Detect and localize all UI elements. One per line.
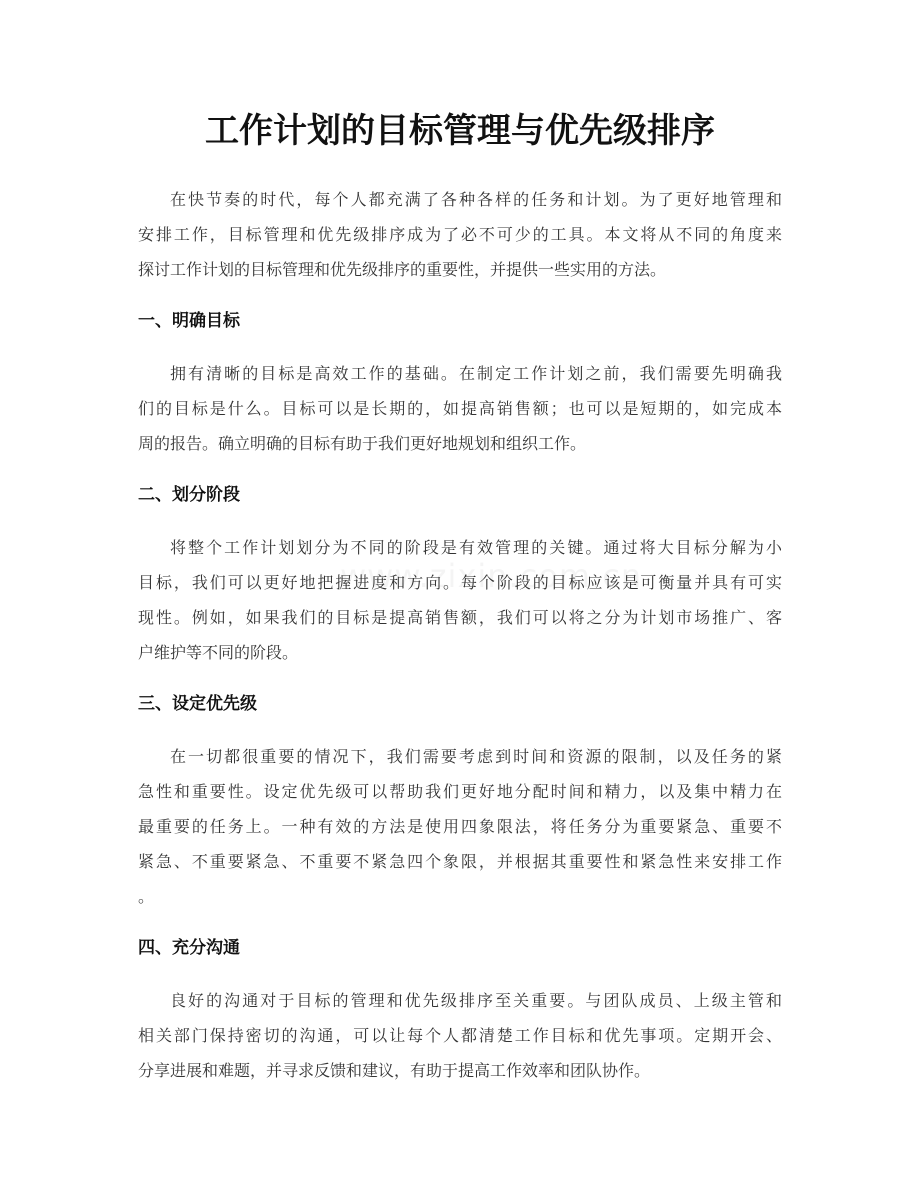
paragraph-line: 探讨工作计划的目标管理和优先级排序的重要性，并提供一些实用的方法。 bbox=[138, 260, 667, 279]
paragraph-line: 现性。例如，如果我们的目标是提高销售额，我们可以将之分为计划市场推广、客 bbox=[138, 608, 782, 627]
section-paragraph bbox=[138, 983, 782, 1088]
paragraph-line: 急性和重要性。设定优先级可以帮助我们更好地分配时间和精力，以及集中精力在 bbox=[138, 782, 782, 801]
document-title: 工作计划的目标管理与优先级排序 bbox=[205, 111, 715, 151]
paragraph-line: 相关部门保持密切的沟通，可以让每个人都清楚工作目标和优先事项。定期开会、 bbox=[138, 1026, 782, 1045]
intro-paragraph bbox=[138, 182, 782, 287]
section-paragraph bbox=[138, 356, 782, 461]
paragraph-line: 在一切都很重要的情况下，我们需要考虑到时间和资源的限制，以及任务的紧 bbox=[170, 747, 782, 766]
section-heading: 四、充分沟通 bbox=[138, 938, 240, 958]
paragraph-line: 户维护等不同的阶段。 bbox=[138, 643, 299, 662]
paragraph-line: 将整个工作计划划分为不同的阶段是有效管理的关键。通过将大目标分解为小 bbox=[170, 538, 782, 557]
paragraph-line: 。 bbox=[138, 887, 155, 906]
section-heading: 一、明确目标 bbox=[138, 311, 240, 331]
paragraph-line: 分享进展和难题，并寻求反馈和建议，有助于提高工作效率和团队协作。 bbox=[138, 1061, 651, 1080]
paragraph-line: 最重要的任务上。一种有效的方法是使用四象限法，将任务分为重要紧急、重要不 bbox=[138, 817, 782, 836]
paragraph-line: 安排工作，目标管理和优先级排序成为了必不可少的工具。本文将从不同的角度来 bbox=[138, 225, 782, 244]
paragraph-line: 们的目标是什么。目标可以是长期的，如提高销售额；也可以是短期的，如完成本 bbox=[138, 399, 782, 418]
section-paragraph bbox=[138, 739, 782, 914]
paragraph-line: 在快节奏的时代，每个人都充满了各种各样的任务和计划。为了更好地管理和 bbox=[170, 190, 782, 209]
section-paragraph bbox=[138, 530, 782, 670]
paragraph-line: 良好的沟通对于目标的管理和优先级排序至关重要。与团队成员、上级主管和 bbox=[170, 991, 782, 1010]
section-heading: 三、设定优先级 bbox=[138, 694, 257, 714]
paragraph-line: 目标，我们可以更好地把握进度和方向。每个阶段的目标应该是可衡量并具有可实 bbox=[138, 573, 782, 592]
paragraph-line: 紧急、不重要紧急、不重要不紧急四个象限，并根据其重要性和紧急性来安排工作 bbox=[138, 852, 782, 871]
paragraph-line: 拥有清晰的目标是高效工作的基础。在制定工作计划之前，我们需要先明确我 bbox=[170, 364, 782, 383]
document-body bbox=[138, 106, 782, 1105]
paragraph-line: 周的报告。确立明确的目标有助于我们更好地规划和组织工作。 bbox=[138, 434, 587, 453]
section-heading: 二、划分阶段 bbox=[138, 485, 240, 505]
